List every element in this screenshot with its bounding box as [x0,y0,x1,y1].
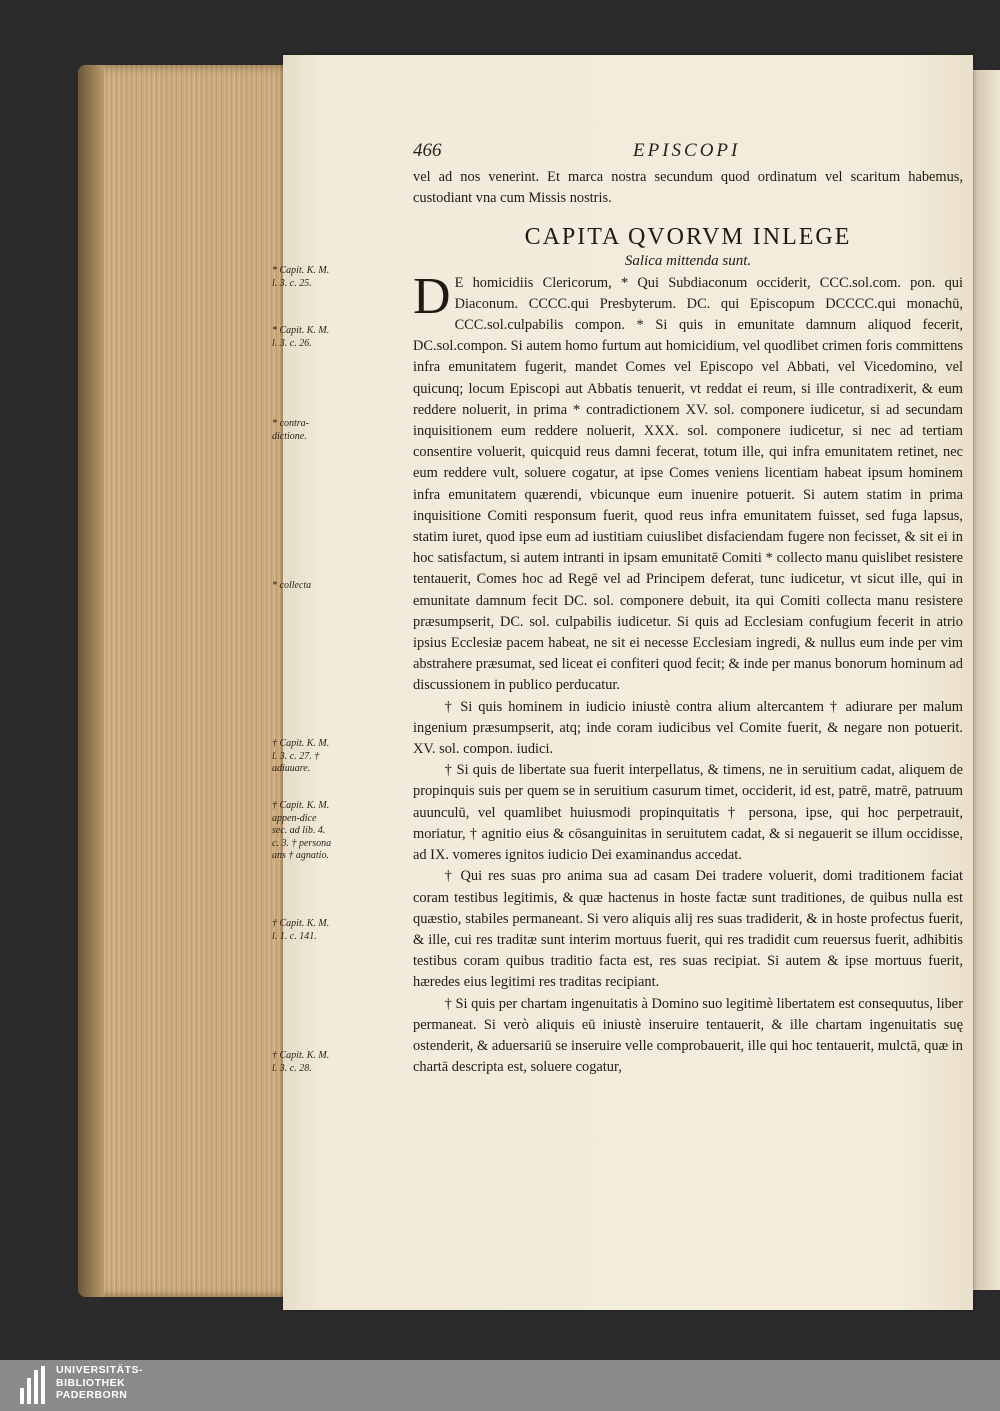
drop-capital: D [413,267,451,325]
main-text [413,167,963,1078]
section-title: CAPITA QVORVM INLEGE [524,224,852,251]
marginal-note: † Capit. K. M. appen-dice sec. ad lib. 4. c. 3. † persona ans † agnatio. [272,800,332,861]
library-logo-icon [20,1366,50,1404]
section-subtitle: Salica mittenda sunt. [624,253,752,270]
paragraph: † Qui res suas pro anima sua ad casam Dei tradere voluerit, domi traditionem faciat coram testibus legitimis, & quæ hactenus in hoste factæ sunt traditiones, de quibus nulla est quæstio, stabiles permaneant. Si vero aliquis alij res suas tradiderit, & in hoste profectus fuerit, & ille, cui res traditæ sunt interim mortuus fuerit, qui res tradidit cum reuersus fuerit, adhibitis testibus coram quibus traditio facta est, res suas recipiat. Si autem & ipse mortuus fuerit, hæredes eius legitimi res traditas recipiant. [413,868,963,991]
book-page [283,55,973,1310]
paragraph-text: E homicidiis Clericorum, * Qui Subdiaconum occiderit, CCC.sol.com. pon. qui Diaconum. CCCC.qui Presbyterum. DC. qui Episcopum DCCCC.qui monachū, CCC.sol.culpabilis compon. * Si quis in emunitate damnum aliquod fecerit, DC.sol.compon. Si autem homo furtum aut homicidium, vel quodlibet crimen foris committens infra emunitatem fugerit, mandet Comes vel Episcopo vel Abbati, vel Vicedomino, vel quicunq; locum Episcopi aut Abbatis tenuerit, vt reddat ei reum, si ille contradixerit, & eum reddere noluerit, in prima * contradictionem XV. sol. componere iudicetur, si ad secundam inquisitionem eum reddere noluerit, XXX. sol. componere iudicetur, si nec ad tertiam consentire voluerit, quicquid reus damni fecerat, totum ille, qui infra emunitatem retinet, nec eum reddere vult, soluere cogatur, at ipse Comes veniens licentiam habeat ipsum hominem infra emunitatem quærendi, vbicunque eum inuenire potuerit. Si autem statim in prima inquisitione Comiti responsum fuerit, quod reus infra emunitatem fuisset, sed fuga lapsus, statim iuret, quod ipse eum ad iustitiam cuiuslibet disfaciendam fugere non fecisset, & sit ei in hoc satisfactum, si autem intranti in ipsam emunitatē Comiti * collecto manu quislibet resistere tentauerit, Comes hoc ad Regē vel ad Principem deferat, tunc iudicetur, vt sicut ille, qui in emunitate damnum fecit DC. sol. componere debuit, ita qui Comiti collecta manu resistere præsumpserit, DC. sol. culpabilis iudicetur. Si quis ad Ecclesiam confugium fecerit in atrio ipsius Ecclesiæ pacem habeat, ne sit ei necesse Ecclesiam ingredi, & nullus eum inde per vim abstrahere præsumat, sed liceat ei confiteri quod fecit; & inde per manus bonorum hominum ad discussionem in publico perducatur. [413,274,963,694]
marginal-note: † Capit. K. M. l. 3. c. 27. † adiuuare. [272,738,330,774]
page-number: 466 [413,140,442,161]
paragraph: † Si quis hominem in iudicio iniustè contra alium altercantem † adiurare per malum ingenium præsumpserit, atq; inde coram iudicibus vel Comite fuerit, & negare non potuerit. XV. sol. compon. iudici. [413,698,963,758]
library-name-line: BIBLIOTHEK [56,1376,126,1389]
book-fore-edge [78,65,283,1297]
marginal-note: † Capit. K. M. l. 3. c. 28. [272,1050,330,1074]
library-name-line: PADERBORN [56,1389,128,1401]
marginal-note: † Capit. K. M. l. 1. c. 141. [272,918,330,942]
running-head: EPISCOPI [633,140,741,161]
paragraph: † Si quis per chartam ingenuitatis à Domino suo legitimè libertatem est consequutus, liber permaneat. Si verò aliquis eū iniustè inseruire tentauerit, & ille chartam ingenuitatis suę ostenderit, & aduersariū se inseruire velle comprobauerit, ille qui hoc tentauerit, mulctā, quæ in chartā descripta est, soluere cogatur, [413,995,963,1076]
library-name-line: UNIVERSITÄTS- [56,1364,144,1376]
library-footer [0,1360,1000,1411]
marginal-note: * Capit. K. M. l. 3. c. 26. [272,325,330,349]
marginal-note: * collecta [272,580,312,591]
book [78,55,1000,1310]
paragraph [413,267,963,697]
marginal-note: * Capit. K. M. l. 3. c. 25. [272,265,330,289]
library-name [56,1364,143,1402]
marginal-note: * contra-dictione. [272,418,309,442]
paragraph: † Si quis de libertate sua fuerit interpellatus, & timens, ne in seruitium cadat, aliquem de propinquis suis per quem se in seruitium casurum timet, occiderit, id est, patrē, matrē, patruum auunculū, vel quamlibet huiusmodi propinquitatis † persona, ipse, qui hoc perpetrauit, moriatur, † agnitio eius & cōsanguinitas in seruitutem cadat, & si negauerit se illum occidisse, ad IX. vomeres ignitos iudicio Dei examinandus accedat. [413,762,963,864]
continuation-text: vel ad nos venerint. Et marca nostra secundum quod ordinatum vel scaritum habemus, custodiant vna cum Missis nostris. [413,169,963,207]
facing-page-edge [973,70,1000,1290]
